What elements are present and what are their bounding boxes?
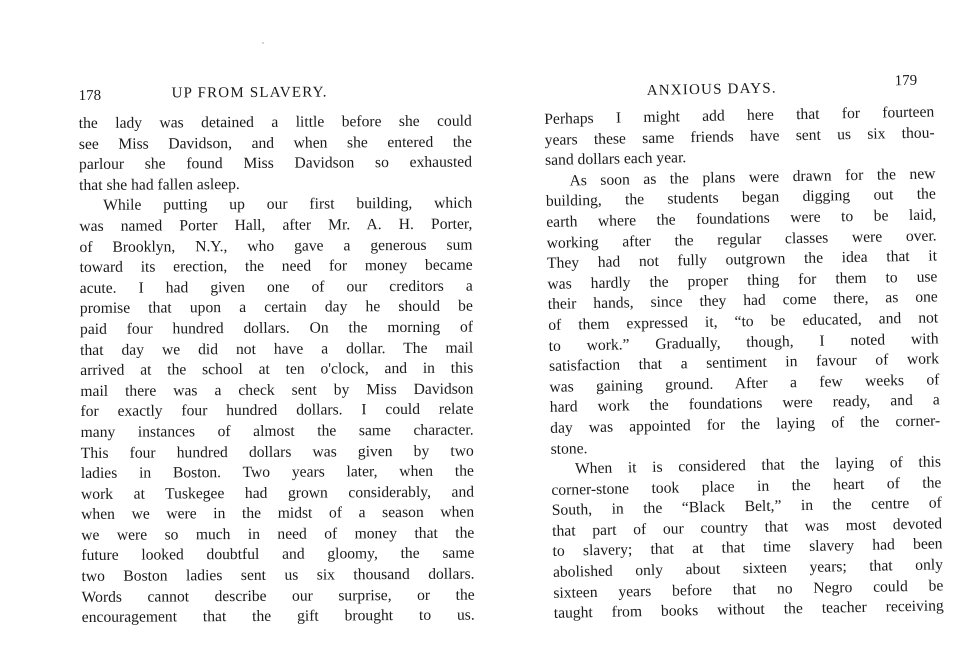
text-line: was gaining ground. After a few weeks of	[549, 371, 940, 396]
text-line: Perhaps I might add here that for fourteen	[544, 103, 935, 128]
text-line: mail there was a check sent by Miss Davidson	[80, 380, 474, 400]
text-line: see Miss Davidson, and when she entered the	[78, 133, 472, 153]
text-line: when we were in the midst of a season when	[81, 503, 475, 524]
text-line: parlour she found Miss Davidson so exhausted	[78, 153, 473, 174]
text-line: was named Porter Hall, after Mr. A. H. Porter,	[79, 215, 473, 235]
text-line: paid four hundred dollars. On the morning of	[79, 318, 474, 338]
text-line: the lady was detained a little before she could	[78, 112, 472, 132]
running-head: ANXIOUS DAYS.	[646, 80, 777, 99]
text-line: of them expressed it, “to be educated, and not	[548, 309, 939, 334]
running-head: UP FROM SLAVERY.	[171, 84, 328, 102]
text-line: that she had fallen asleep.	[79, 175, 240, 194]
text-line: ladies in Boston. Two years later, when the	[80, 462, 474, 483]
page-body	[79, 112, 475, 629]
text-line: hard work the foundations were ready, and a	[549, 391, 940, 417]
text-line: abolished only about sixteen years; that only	[552, 556, 944, 581]
text-line: taught from books without the teacher receiving	[553, 597, 944, 623]
text-line: sixteen years before that no Negro could be	[553, 577, 944, 602]
text-line: They had not fully outgrown the idea that it	[546, 247, 938, 273]
page-number: 179	[894, 72, 918, 90]
text-line: to work.” Gradually, though, I noted with	[548, 329, 939, 355]
text-line: was hardly the proper thing for them to use	[547, 268, 938, 293]
text-line: for exactly four hundred dollars. I could relate	[80, 400, 474, 421]
text-line: This four hundred dollars was given by two	[80, 442, 474, 462]
text-line: to slavery; that at that time slavery had been	[552, 535, 943, 561]
text-line: of Brooklyn, N.Y., who gave a generous sum	[79, 236, 473, 256]
text-line: toward its erection, the need for money became	[79, 256, 473, 277]
text-line: working after the regular classes were over.	[546, 226, 937, 252]
text-line: that day we did not have a dollar. The mail	[80, 339, 474, 359]
text-line: that part of our country that was most devoted	[552, 515, 943, 540]
text-line: While putting up our first building, which	[103, 194, 473, 215]
text-line: sand dollars each year.	[544, 149, 687, 170]
text-line: As soon as the plans were drawn for the new	[569, 165, 936, 190]
text-line: When it is considered that the laying of this	[574, 453, 942, 478]
text-line: encouragement that the gift brought to us.	[81, 606, 475, 627]
page-number: 178	[78, 87, 102, 104]
text-line: two Boston ladies sent us six thousand dollars.	[81, 565, 475, 586]
text-line: future looked doubtful and gloomy, the same	[81, 545, 475, 565]
text-line: South, in the “Black Belt,” in the centre of	[551, 494, 942, 520]
text-line: day was appointed for the laying of the corner-	[550, 412, 941, 437]
text-line: their hands, since they had come there, as one	[547, 288, 938, 314]
text-line: promise that upon a certain day he should be	[79, 297, 473, 318]
text-line: stone.	[550, 439, 588, 458]
text-line: corner-stone took place in the heart of the	[551, 474, 942, 499]
text-line: acute. I had given one of our creditors a	[79, 277, 473, 297]
text-line: years these same friends have sent us six thou-	[544, 124, 935, 149]
text-line: satisfaction that a sentiment in favour of work	[548, 350, 940, 376]
text-line: we were so much in need of money that the	[81, 524, 475, 544]
text-line: work at Tuskegee had grown considerably, and	[80, 483, 475, 503]
text-line: many instances of almost the same character.	[80, 421, 474, 441]
text-line: arrived at the school at ten o'clock, and in this	[80, 359, 474, 380]
text-line: Words cannot describe our surprise, or the	[81, 586, 475, 606]
page-body	[544, 102, 944, 624]
text-line: earth where the foundations were to be laid,	[546, 206, 937, 231]
paper-speck	[262, 42, 264, 44]
text-line: building, the students began digging out the	[545, 185, 936, 211]
